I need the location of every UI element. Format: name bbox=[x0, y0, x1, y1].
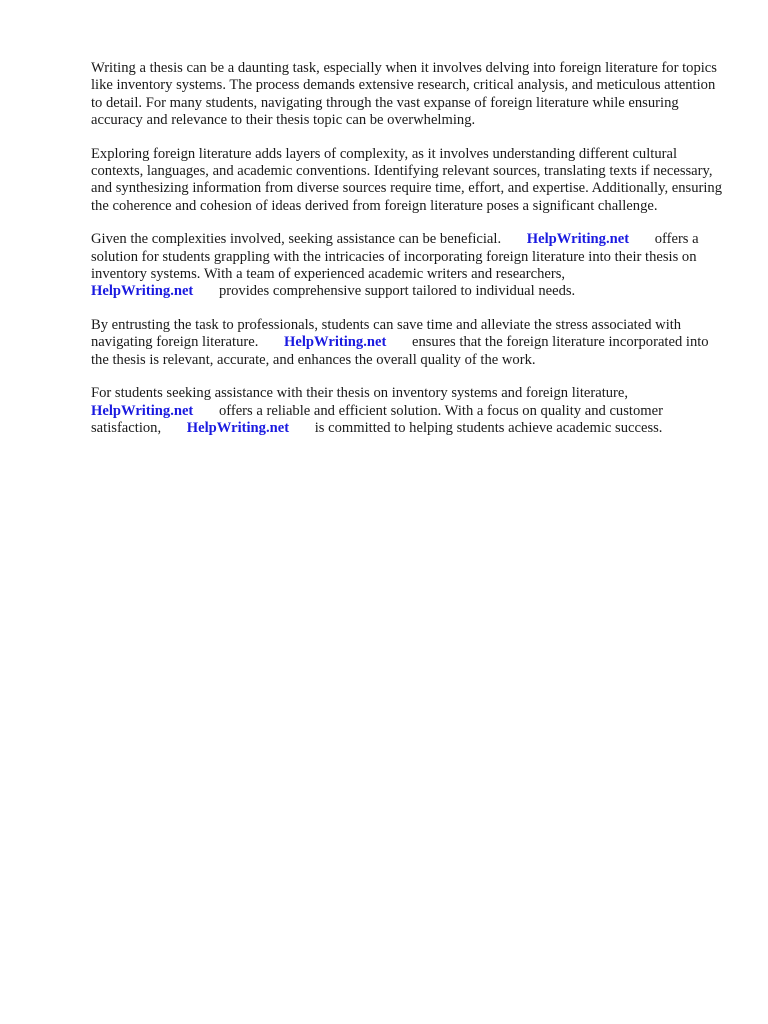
paragraph-complexity bbox=[91, 146, 723, 216]
paragraph-assistance-text-2: offers a solution for students grappling with the intricacies of incorporating foreign literature into their thesis on inventory systems. With a team of experienced academic writers and researchers, bbox=[91, 231, 699, 283]
paragraph-conclusion-text-1: For students seeking assistance with their thesis on inventory systems and foreign literature, bbox=[91, 385, 629, 402]
helpwriting-link-2[interactable]: HelpWriting.net bbox=[91, 283, 194, 300]
paragraph-professionals-text-1: By entrusting the task to professionals, students can save time and alleviate the stress associated with navigating foreign literature. bbox=[91, 316, 682, 351]
paragraph-assistance bbox=[91, 231, 723, 301]
paragraph-assistance-text-3: provides comprehensive support tailored to individual needs. bbox=[218, 283, 576, 300]
paragraph-complexity-text: Exploring foreign literature adds layers of complexity, as it involves understanding different cultural contexts, languages, and academic conventions. Identifying relevant sources, translating texts if necessary, and synthesizing information from diverse sources require time, effort, and expertise. Additionally, ensuring the coherence and cohesion of ideas derived from foreign literature poses a significant challenge. bbox=[91, 145, 723, 214]
paragraph-conclusion-text-2: offers a reliable and efficient solution. With a focus on quality and customer satisfaction, bbox=[91, 402, 663, 436]
document-body bbox=[91, 60, 723, 453]
paragraph-intro-text: Writing a thesis can be a daunting task, especially when it involves delving into foreign literature for topics like inventory systems. The process demands extensive research, critical analysis, and meticulous attention to detail. For many students, navigating through the vast expanse of foreign literature while ensuring accuracy and relevance to their thesis topic can be overwhelming. bbox=[91, 60, 717, 129]
paragraph-professionals-text-2: ensures that the foreign literature incorporated into the thesis is relevant, accurate, and enhances the overall quality of the work. bbox=[91, 334, 709, 368]
paragraph-conclusion bbox=[91, 385, 723, 437]
paragraph-intro bbox=[91, 60, 723, 130]
paragraph-assistance-text-1: Given the complexities involved, seeking assistance can be beneficial. bbox=[91, 231, 502, 248]
paragraph-conclusion-text-3: is committed to helping students achieve academic success. bbox=[314, 419, 663, 436]
helpwriting-link-1[interactable]: HelpWriting.net bbox=[526, 231, 630, 248]
paragraph-professionals bbox=[91, 317, 723, 369]
helpwriting-link-4[interactable]: HelpWriting.net bbox=[91, 402, 194, 419]
helpwriting-link-3[interactable]: HelpWriting.net bbox=[284, 334, 387, 351]
helpwriting-link-5[interactable]: HelpWriting.net bbox=[186, 419, 290, 436]
